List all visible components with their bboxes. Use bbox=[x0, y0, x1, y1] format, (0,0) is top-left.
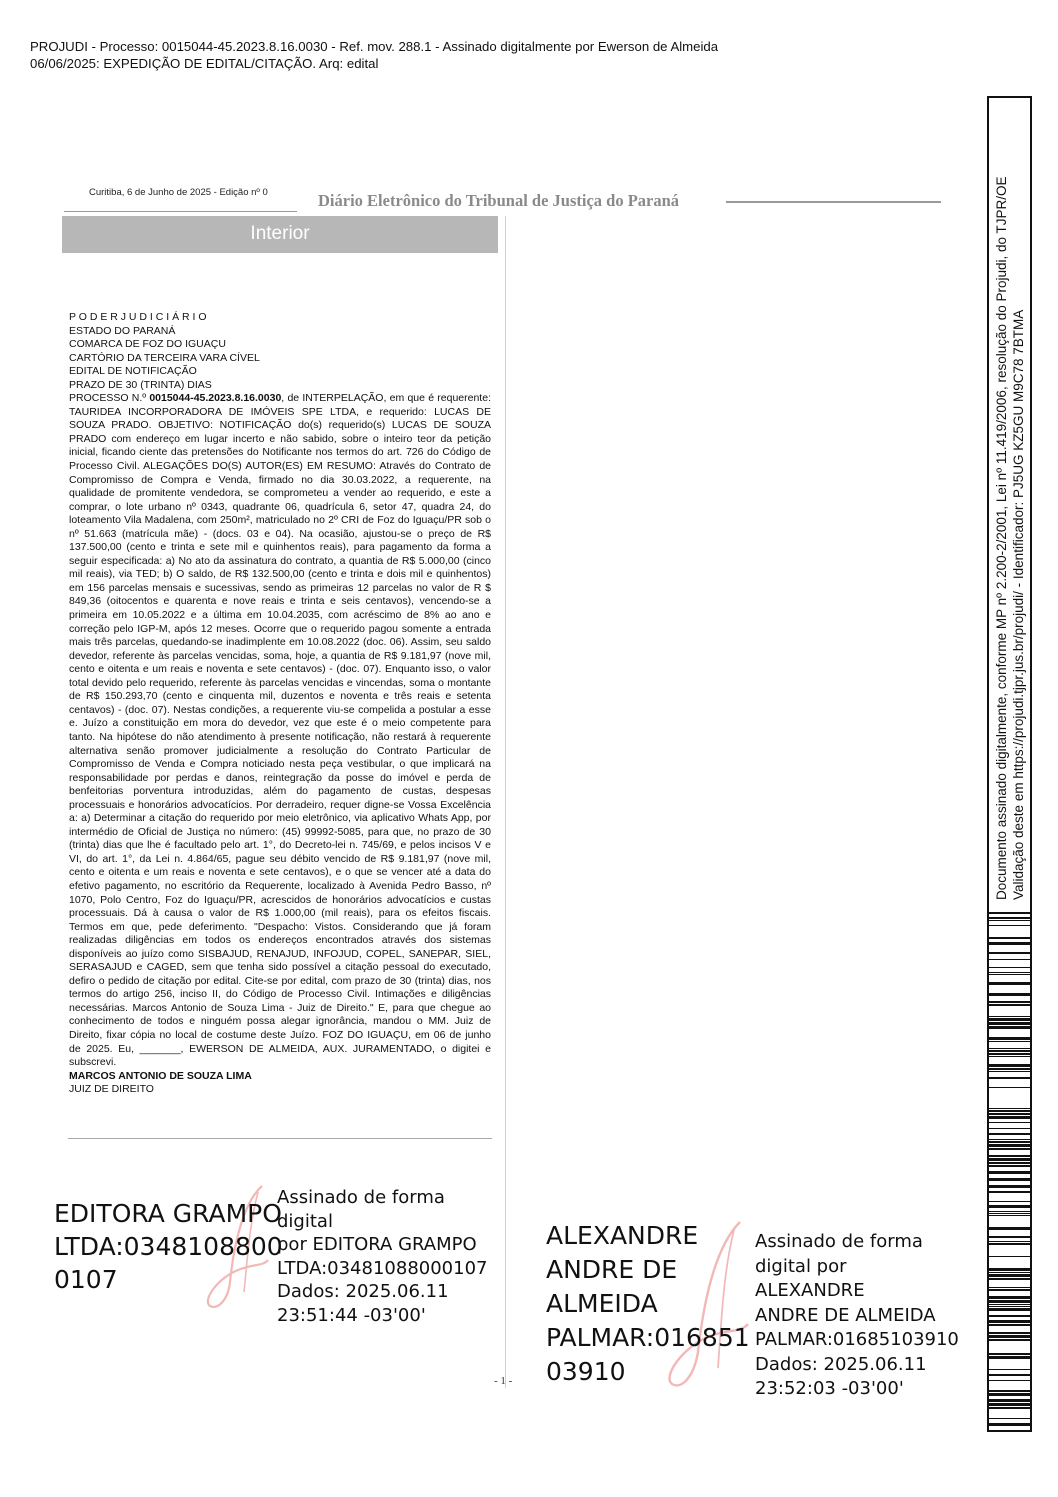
header-line-2: 06/06/2025: EXPEDIÇÃO DE EDITAL/CITAÇÃO. Arq: edital bbox=[30, 56, 379, 71]
signature-1-info: Assinado de forma digital por EDITORA GRAMPO LTDA:03481088000107 Dados: 2025.06.11 23:51:44 -03'00' bbox=[277, 1187, 488, 1326]
heading-line: ESTADO DO PARANÁ bbox=[69, 324, 176, 337]
header-line-1: PROJUDI - Processo: 0015044-45.2023.8.16.0030 - Ref. mov. 288.1 - Assinado digitalmente por Ewerson de Almeida bbox=[30, 39, 719, 54]
signature-2-info: Assinado de forma digital por ALEXANDRE ANDRE DE ALMEIDA PALMAR:01685103910 Dados: 2025.06.11 23:52:03 -03'00' bbox=[755, 1231, 959, 1399]
journal-dateline: Curitiba, 6 de Junho de 2025 - Edição nº 0 bbox=[89, 187, 268, 198]
heading-line: P O D E R J U D I C I Á R I O bbox=[69, 311, 207, 323]
heading-line: PRAZO DE 30 (TRINTA) DIAS bbox=[69, 378, 212, 391]
column-divider bbox=[505, 216, 506, 1388]
article-body bbox=[69, 392, 491, 1069]
edital-article bbox=[69, 311, 491, 1097]
article-body-text: , de INTERPELAÇÃO, em que é requerente: TAURIDEA INCORPORADORA DE IMÓVEIS SPE LTDA, e requerido: LUCAS DE SOUZA PRADO. OBJETIVO: NOTIFICAÇÃO do(s) requerido(s) LUCAS DE SOUZA PRADO com endereço em lugar incerto e não sabido, sobre o inteiro teor da petição inicial, ficando ciente das pretensões do Notificante nos termos do art. 726 do Código de Processo Civil. ALEGAÇÕES DO(S) AUTOR(ES) EM RESUMO: Através do Contrato de Compromisso de Compra e Venda, firmado no dia 30.03.2022, a requerente, na qualidade de promitente vendedora, se comprometeu a vender ao requerido, e este a comprar, o lote urbano nº 0343, quadrante 06, quadrícula 6, setor 47, quadra 24, do loteamento Vila Madalena, com 250m², matriculado no 2º CRI de Foz do Iguaçu/PR sob o nº 51.663 (matrícula mãe) - (docs. 03 e 04). Na ocasião, ajustou-se o preço de R$ 137.500,00 (cento e trinta e sete mil e quinhentos reais), para pagamento da forma a seguir especificada: a) No ato da assinatura do contrato, a quantia de R$ 5.000,00 (cinco mil reais), via TED; b) O saldo, de R$ 132.500,00 (cento e trinta e dois mil e quinhentos) em 156 parcelas mensais e sucessivas, sendo as primeiras 12 parcelas no valor de R $ 849,36 (oitocentos e quarenta e nove reais e trinta e seis centavos), vencendo-se a primeira em 10.05.2022 e a última em 10.04.2035, com acréscimo de 8% ao ano e correção pelo IGP-M, após 12 meses. Ocorre que o requerido pagou somente a entrada mais três parcelas, quedando-se inadimplente em 10.08.2022 (doc. 06). Assim, seu saldo devedor, referente às parcelas vencidas, soma, hoje, a quantia de R$ 9.181,97 (nove mil, cento e oitenta e um reais e noventa e sete centavos) - (doc. 07). Enquanto isso, o valor total devido pelo requerido, referente às parcelas vencidas e vincendas, soma o montante de R$ 150.293,70 (cento e cinquenta mil, duzentos e noventa e três reais e setenta centavos) - (doc. 07). Nestas condições, a requerente viu-se compelida a postular a esse e. Juízo a constituição em mora do devedor, vez que este é o meio competente para tanto. Na hipótese do não atendimento à presente notificação, não restará à requerente alternativa senão promover judicialmente a resolução do Contrato Particular de Compromisso de Venda e Compra noticiado nesta peça vestibular, o que implicará na responsabilidade por perdas e danos, reintegração da posse do imóvel e perda de benfeitorias porventura introduzidas, além do pagamento de custas, despesas processuais e honorários advocatícios. Por derradeiro, requer digne-se Vossa Excelência a: a) Determinar a citação do requerido por meio eletrônico, via aplicativo Whats App, por intermédio de Oficial de Justiça no número: (45) 99992-5085, para que, no prazo de 30 (trinta) dias que lhe é facultado pelo art. 1°, do Decreto-lei n. 745/69, e pelos incisos V e VI, do art. 1°, da Lei n. 4.864/65, pague seu débito vencido de R$ 9.181,97 (nove mil, cento e oitenta e um reais e noventa e sete centavos), e o que se vencer até a data do efetivo pagamento, no escritório da Requerente, localizado à Avenida Pedro Basso, nº 1070, Polo Centro, Foz do Iguaçu/PR, acrescidos de honorários advocatícios e custas processuais. Dá à causa o valor de R$ 1.000,00 (mil reais), para os efeitos fiscais. Termos em que, pede deferimento. "Despacho: Vistos. Considerando que já foram realizadas diligências em todos os endereços encontrados através dos sistemas disponíveis ao juízo como SISBAJUD, RENAJUD, INFOJUD, COPEL, SANEPAR, SIEL, SERASAJUD e CAGED, sem que tenha sido possível a citação pessoal do executado, defiro o pedido de citação por edital. Cite-se por edital, com prazo de 30 (trinta) dias, nos termos do artigo 256, inciso II, do Código de Processo Civil. Intimações e diligências necessárias. Marcos Antonio de Souza Lima - Juiz de Direito." E, para que chegue ao conhecimento de todos e ninguém possa alegar ignorância, mandou o MM. Juiz de Direito, fixar cópia no local de costume deste Juízo. FOZ DO IGUAÇU, em 06 de junho de 2025. Eu, _______, EWERSON DE ALMEIDA, AUX. JURAMENTADO, o digitei e subscrevi. bbox=[69, 392, 491, 1069]
heading-line: COMARCA DE FOZ DO IGUAÇU bbox=[69, 338, 226, 351]
document-header bbox=[30, 38, 718, 72]
process-number: 0015044-45.2023.8.16.0030 bbox=[149, 392, 282, 405]
validation-barcode-icon bbox=[989, 912, 1030, 1430]
masthead-rule-right bbox=[726, 201, 941, 203]
signature-1-name: EDITORA GRAMPO LTDA:0348108800 0107 bbox=[54, 1199, 283, 1294]
heading-line: CARTÓRIO DA TERCEIRA VARA CÍVEL bbox=[69, 351, 260, 364]
journal-title: Diário Eletrônico do Tribunal de Justiça do Paraná bbox=[318, 191, 680, 210]
signer-role: JUIZ DE DIREITO bbox=[69, 1083, 154, 1096]
article-end-rule bbox=[68, 1138, 492, 1139]
section-banner: Interior bbox=[62, 216, 498, 253]
page-number: - 1 - bbox=[494, 1375, 513, 1387]
validation-text-line-1: Documento assinado digitalmente, conforme MP nº 2.200-2/2001, Lei nº 11.419/2006, resolução do Projudi, do TJPR/OE bbox=[994, 176, 1009, 900]
masthead-rule-left bbox=[64, 211, 297, 212]
signer-name: MARCOS ANTONIO DE SOUZA LIMA bbox=[69, 1069, 252, 1082]
signature-2-name: ALEXANDRE ANDRE DE ALMEIDA PALMAR:016851 03910 bbox=[546, 1221, 750, 1386]
heading-line: EDITAL DE NOTIFICAÇÃO bbox=[69, 365, 197, 378]
process-prefix: PROCESSO N.º bbox=[69, 392, 150, 405]
validation-text-line-2: Validação deste em https://projudi.tjpr.jus.br/projudi/ - Identificador: PJ5UG KZ5GU M9C78 7BTMA bbox=[1011, 309, 1026, 900]
